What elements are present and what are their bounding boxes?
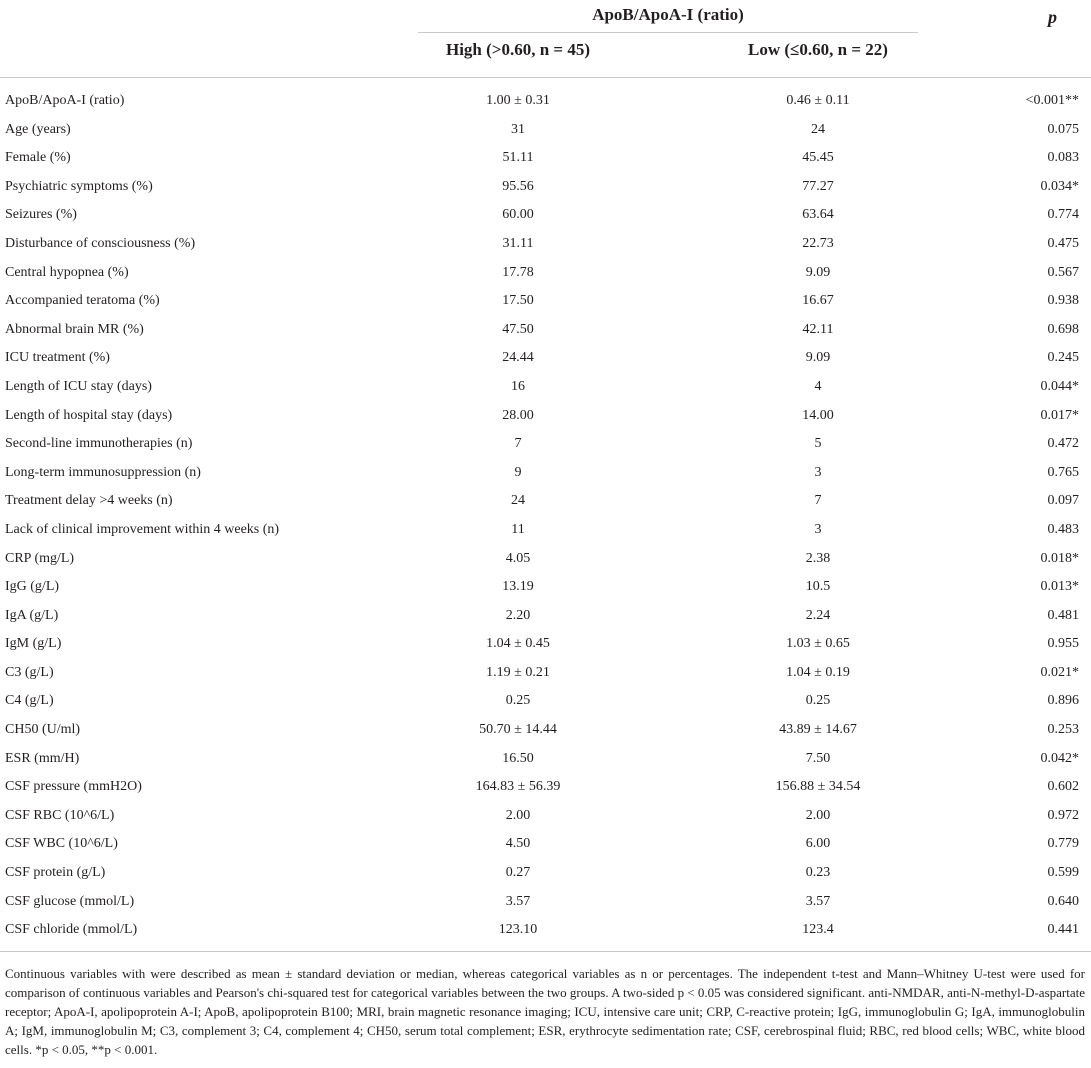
low-value: 4 <box>814 378 822 394</box>
p-value: 0.075 <box>1047 121 1079 137</box>
low-value: 2.24 <box>805 607 831 623</box>
high-value: 24.44 <box>502 350 534 366</box>
p-value: 0.938 <box>1047 293 1079 309</box>
high-value: 1.19 ± 0.21 <box>486 664 550 680</box>
row-label: CSF RBC (10^6/L) <box>5 807 115 823</box>
low-value: 7 <box>814 493 822 509</box>
high-value: 13.19 <box>502 579 534 595</box>
row-label: Central hypopnea (%) <box>5 264 129 280</box>
row-label: Psychiatric symptoms (%) <box>5 178 153 194</box>
high-value: 17.50 <box>502 293 534 309</box>
row-label: IgM (g/L) <box>5 636 62 652</box>
low-column-header: Low (≤0.60, n = 22) <box>748 40 888 59</box>
row-label: Length of hospital stay (days) <box>5 407 173 423</box>
table-row <box>0 831 1091 860</box>
table-row <box>0 917 1091 946</box>
low-value: 45.45 <box>802 150 834 166</box>
high-value: 24 <box>511 493 525 509</box>
high-value: 123.10 <box>498 922 538 938</box>
row-label: C4 (g/L) <box>5 693 54 709</box>
table-row <box>0 345 1091 374</box>
row-label: Age (years) <box>5 121 71 137</box>
p-value: 0.044* <box>1040 378 1079 394</box>
table-row <box>0 517 1091 546</box>
table-row <box>0 889 1091 918</box>
low-value: 123.4 <box>802 922 834 938</box>
high-value: 51.11 <box>502 150 534 166</box>
high-column-header: High (>0.60, n = 45) <box>445 40 591 59</box>
low-value: 3 <box>814 464 822 480</box>
table-row <box>0 631 1091 660</box>
table-row <box>0 117 1091 146</box>
row-label: Abnormal brain MR (%) <box>5 321 144 337</box>
p-value: 0.034* <box>1040 178 1079 194</box>
table-row <box>0 174 1091 203</box>
table-row <box>0 145 1091 174</box>
high-value: 3.57 <box>505 893 531 909</box>
row-label: ESR (mm/H) <box>5 750 80 766</box>
low-value: 43.89 ± 14.67 <box>779 722 857 738</box>
low-value: 9.09 <box>805 264 831 280</box>
row-label: C3 (g/L) <box>5 664 54 680</box>
p-value: 0.017* <box>1040 407 1079 423</box>
table-row <box>0 717 1091 746</box>
table-row <box>0 803 1091 832</box>
p-value: 0.097 <box>1047 493 1079 509</box>
high-value: 11 <box>511 521 525 537</box>
p-value: 0.698 <box>1047 321 1079 337</box>
low-value: 3.57 <box>805 893 831 909</box>
row-label: Second-line immunotherapies (n) <box>5 436 193 452</box>
p-value: 0.013* <box>1040 579 1079 595</box>
p-value: 0.018* <box>1040 550 1079 566</box>
table-row <box>0 860 1091 889</box>
header-rule <box>0 77 1091 78</box>
low-value: 14.00 <box>802 407 834 423</box>
low-value: 0.46 ± 0.11 <box>786 93 850 108</box>
high-value: 164.83 ± 56.39 <box>475 779 561 795</box>
high-value: 50.70 ± 14.44 <box>479 722 557 738</box>
bottom-rule <box>0 951 1091 952</box>
high-value: 16 <box>511 378 525 394</box>
row-label: Disturbance of consciousness (%) <box>5 235 196 251</box>
p-value: 0.475 <box>1047 235 1079 251</box>
high-value: 2.20 <box>505 607 531 623</box>
row-label: IgA (g/L) <box>5 607 59 623</box>
p-value: 0.042* <box>1040 750 1079 766</box>
p-value: 0.779 <box>1047 836 1079 852</box>
high-value: 60.00 <box>502 207 534 223</box>
row-label: Accompanied teratoma (%) <box>5 293 160 309</box>
row-label: CSF chloride (mmol/L) <box>5 922 138 938</box>
column-group-title: ApoB/ApoA-I (ratio) <box>592 5 744 24</box>
high-value: 0.27 <box>505 865 531 881</box>
p-value: 0.765 <box>1047 464 1079 480</box>
table-row <box>0 688 1091 717</box>
high-value: 31 <box>511 121 525 137</box>
high-value: 0.25 <box>505 693 531 709</box>
p-value: 0.774 <box>1047 207 1079 223</box>
p-value: 0.972 <box>1047 807 1079 823</box>
high-value: 1.00 ± 0.31 <box>486 93 550 108</box>
p-value: 0.021* <box>1040 664 1079 680</box>
table-row <box>0 260 1091 289</box>
table-row <box>0 746 1091 775</box>
row-label: Long-term immunosuppression (n) <box>5 464 201 480</box>
table-body <box>0 88 1091 946</box>
table-row <box>0 374 1091 403</box>
table-row <box>0 431 1091 460</box>
row-label: CSF pressure (mmH2O) <box>5 779 142 795</box>
low-value: 0.25 <box>805 693 831 709</box>
high-value: 17.78 <box>502 264 534 280</box>
low-value: 6.00 <box>805 836 831 852</box>
p-value: 0.896 <box>1047 693 1079 709</box>
high-value: 9 <box>514 464 522 480</box>
table-row <box>0 546 1091 575</box>
row-label: Treatment delay >4 weeks (n) <box>5 493 173 509</box>
high-value: 31.11 <box>502 235 534 251</box>
row-label: Female (%) <box>5 150 71 166</box>
high-value: 4.50 <box>505 836 531 852</box>
low-value: 16.67 <box>802 293 834 309</box>
group-rule <box>418 32 918 33</box>
p-value: 0.472 <box>1047 436 1079 452</box>
p-value: 0.481 <box>1047 607 1079 623</box>
p-value: 0.483 <box>1047 521 1079 537</box>
table-row <box>0 574 1091 603</box>
table-row <box>0 403 1091 432</box>
low-value: 22.73 <box>802 235 834 251</box>
p-value: 0.955 <box>1047 636 1079 652</box>
table-row <box>0 460 1091 489</box>
high-value: 28.00 <box>502 407 534 423</box>
row-label: IgG (g/L) <box>5 579 60 595</box>
low-value: 2.00 <box>805 807 831 823</box>
row-label: CSF glucose (mmol/L) <box>5 893 135 909</box>
low-value: 0.23 <box>805 865 831 881</box>
p-value: <0.001** <box>1025 93 1079 108</box>
low-value: 2.38 <box>805 550 831 566</box>
table-footnote: Continuous variables with were described as mean ± standard deviation or median, whereas categorical variables as n or percentages. The independent t-test and Mann–Whitney U-test were used for comparison of continuous variables and Pearson's chi-squared test for categorical variables between the two groups. A two-sided p < 0.05 was considered significant. anti-NMDAR, anti-N-methyl-D-aspartate receptor; ApoA-I, apolipoprotein A-I; ApoB, apolipoprotein B100; MRI, brain magnetic resonance imaging; ICU, intensive care unit; CRP, C-reactive protein; IgG, immunoglobulin G; IgA, immunoglobulin A; IgM, immunoglobulin M; C3, complement 3; C4, complement 4; CH50, serum total complement; ESR, erythrocyte sedimentation rate; CSF, cerebrospinal fluid; RBC, red blood cells; WBC, white blood cells. *p < 0.05, **p < 0.001. <box>5 966 1085 1057</box>
row-label: CRP (mg/L) <box>5 550 75 566</box>
row-label: CSF protein (g/L) <box>5 865 106 881</box>
p-value: 0.253 <box>1047 722 1079 738</box>
p-value: 0.640 <box>1047 893 1079 909</box>
low-value: 1.04 ± 0.19 <box>786 664 850 680</box>
low-value: 10.5 <box>805 579 831 595</box>
row-label: Seizures (%) <box>5 207 77 223</box>
high-value: 2.00 <box>505 807 531 823</box>
high-value: 7 <box>514 436 522 452</box>
low-value: 3 <box>814 521 822 537</box>
low-value: 9.09 <box>805 350 831 366</box>
high-value: 1.04 ± 0.45 <box>486 636 550 652</box>
table-row <box>0 88 1091 117</box>
low-value: 77.27 <box>802 178 834 194</box>
table-row <box>0 317 1091 346</box>
table-row <box>0 603 1091 632</box>
high-value: 16.50 <box>502 750 534 766</box>
p-value: 0.567 <box>1047 264 1079 280</box>
high-value: 95.56 <box>502 178 534 194</box>
row-label: CH50 (U/ml) <box>5 722 81 738</box>
row-label: ICU treatment (%) <box>5 350 110 366</box>
high-value: 4.05 <box>505 550 531 566</box>
low-value: 156.88 ± 34.54 <box>775 779 861 795</box>
low-value: 7.50 <box>805 750 831 766</box>
low-value: 24 <box>811 121 825 137</box>
low-value: 1.03 ± 0.65 <box>786 636 850 652</box>
low-value: 63.64 <box>802 207 834 223</box>
row-label: CSF WBC (10^6/L) <box>5 836 118 852</box>
p-value: 0.441 <box>1047 922 1079 938</box>
p-value: 0.602 <box>1047 779 1079 795</box>
p-column-header: p <box>1048 7 1057 27</box>
table-row <box>0 231 1091 260</box>
table-row <box>0 202 1091 231</box>
low-value: 5 <box>814 436 822 452</box>
table-row <box>0 660 1091 689</box>
row-label: ApoB/ApoA-I (ratio) <box>5 93 125 108</box>
p-value: 0.245 <box>1047 350 1079 366</box>
high-value: 47.50 <box>502 321 534 337</box>
row-label: Length of ICU stay (days) <box>5 378 152 394</box>
p-value: 0.083 <box>1047 150 1079 166</box>
p-value: 0.599 <box>1047 865 1079 881</box>
table-row <box>0 288 1091 317</box>
table-row <box>0 488 1091 517</box>
low-value: 42.11 <box>802 321 834 337</box>
table-row <box>0 774 1091 803</box>
row-label: Lack of clinical improvement within 4 weeks (n) <box>5 521 280 537</box>
